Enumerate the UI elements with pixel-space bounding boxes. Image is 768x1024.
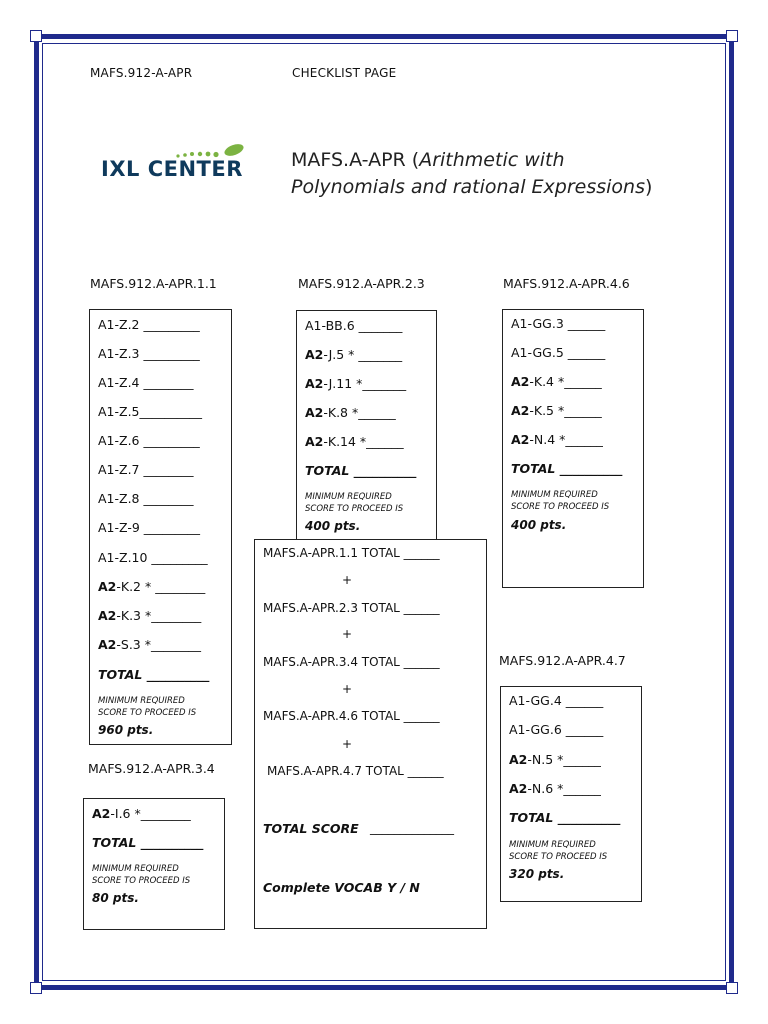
checklist-item: A2-K.8 *______ (305, 405, 396, 420)
plus-sign: + (342, 573, 353, 587)
min-required-points: 400 pts. (511, 518, 567, 532)
corner-ornament (726, 30, 738, 42)
logo-text: IXL CENTER (101, 157, 243, 181)
vocab-complete-label: Complete VOCAB Y / N (263, 880, 420, 895)
checklist-item: A2-K.3 *________ (98, 608, 202, 623)
checklist-item: A2-J.11 *_______ (305, 376, 407, 391)
min-required-label: MINIMUM REQUIRED SCORE TO PROCEED IS (511, 490, 610, 512)
section-heading-1-1: MAFS.912.A-APR.1.1 (90, 276, 217, 291)
section-heading-4-6: MAFS.912.A-APR.4.6 (503, 276, 630, 291)
summary-row: MAFS.A-APR.1.1 TOTAL ______ (263, 546, 440, 560)
title-prefix: MAFS.A-APR ( (291, 149, 420, 171)
checklist-item: A1-GG.6 ______ (509, 722, 604, 737)
page-title (291, 147, 671, 201)
title-suffix: ) (644, 176, 653, 198)
plus-sign: + (342, 737, 353, 751)
checklist-item: A1-Z.4 ________ (98, 375, 194, 390)
checklist-item: A1-Z.2 _________ (98, 317, 200, 332)
corner-ornament (30, 982, 42, 994)
checklist-item: A1-BB.6 _______ (305, 318, 403, 333)
header-page-label: CHECKLIST PAGE (292, 66, 397, 80)
summary-row: MAFS.A-APR.3.4 TOTAL ______ (263, 655, 440, 669)
title-italic-1: Arithmetic with (419, 149, 565, 171)
checklist-item: A2-K.14 *______ (305, 434, 404, 449)
section-heading-3-4: MAFS.912.A-APR.3.4 (88, 761, 215, 776)
checklist-total: TOTAL __________ (92, 835, 204, 850)
summary-row: MAFS.A-APR.4.6 TOTAL ______ (263, 709, 440, 723)
checklist-total: TOTAL __________ (511, 461, 623, 476)
section-heading-2-3: MAFS.912.A-APR.2.3 (298, 276, 425, 291)
summary-row: MAFS.A-APR.4.7 TOTAL ______ (267, 764, 444, 778)
min-required-label: MINIMUM REQUIRED SCORE TO PROCEED IS (509, 840, 608, 862)
min-required-label: MINIMUM REQUIRED SCORE TO PROCEED IS (98, 696, 197, 718)
plus-sign: + (342, 682, 353, 696)
title-italic-2: Polynomials and rational Expressions (291, 176, 645, 198)
header-code: MAFS.912-A-APR (90, 66, 193, 80)
checklist-item: A2-K.5 *______ (511, 403, 602, 418)
total-score-blank: ______________ (370, 821, 454, 835)
checklist-item: A2-N.6 *______ (509, 781, 601, 796)
corner-ornament (726, 982, 738, 994)
min-required-label: MINIMUM REQUIRED SCORE TO PROCEED IS (92, 864, 191, 886)
min-required-points: 80 pts. (92, 891, 139, 905)
min-required-label: MINIMUM REQUIRED SCORE TO PROCEED IS (305, 492, 404, 514)
checklist-item: A2-N.4 *______ (511, 432, 603, 447)
checklist-item: A2-J.5 * _______ (305, 347, 403, 362)
checklist-item: A1-Z-9 _________ (98, 520, 201, 535)
checklist-total: TOTAL __________ (98, 667, 210, 682)
summary-row: MAFS.A-APR.2.3 TOTAL ______ (263, 601, 440, 615)
checklist-item: A1-GG.3 ______ (511, 316, 606, 331)
section-heading-4-7: MAFS.912.A-APR.4.7 (499, 653, 626, 668)
checklist-item: A2-K.2 * ________ (98, 579, 206, 594)
checklist-total: TOTAL __________ (509, 810, 621, 825)
checklist-item: A1-Z.10 _________ (98, 550, 208, 565)
checklist-item: A1-Z.5__________ (98, 404, 203, 419)
checklist-item: A1-Z.7 ________ (98, 462, 194, 477)
min-required-points: 320 pts. (509, 867, 565, 881)
checklist-item: A2-I.6 *________ (92, 806, 191, 821)
checklist-item: A1-Z.3 _________ (98, 346, 200, 361)
checklist-item: A2-S.3 *________ (98, 637, 201, 652)
corner-ornament (30, 30, 42, 42)
checklist-item: A1-Z.8 ________ (98, 491, 194, 506)
checklist-item: A1-GG.5 ______ (511, 345, 606, 360)
plus-sign: + (342, 627, 353, 641)
checklist-item: A2-K.4 *______ (511, 374, 602, 389)
checklist-total: TOTAL __________ (305, 463, 417, 478)
checklist-item: A2-N.5 *______ (509, 752, 601, 767)
summary-box (254, 539, 487, 929)
checklist-item: A1-GG.4 ______ (509, 693, 604, 708)
total-score-label: TOTAL SCORE (263, 821, 359, 836)
checklist-item: A1-Z.6 _________ (98, 433, 200, 448)
min-required-points: 400 pts. (305, 519, 361, 533)
min-required-points: 960 pts. (98, 723, 154, 737)
